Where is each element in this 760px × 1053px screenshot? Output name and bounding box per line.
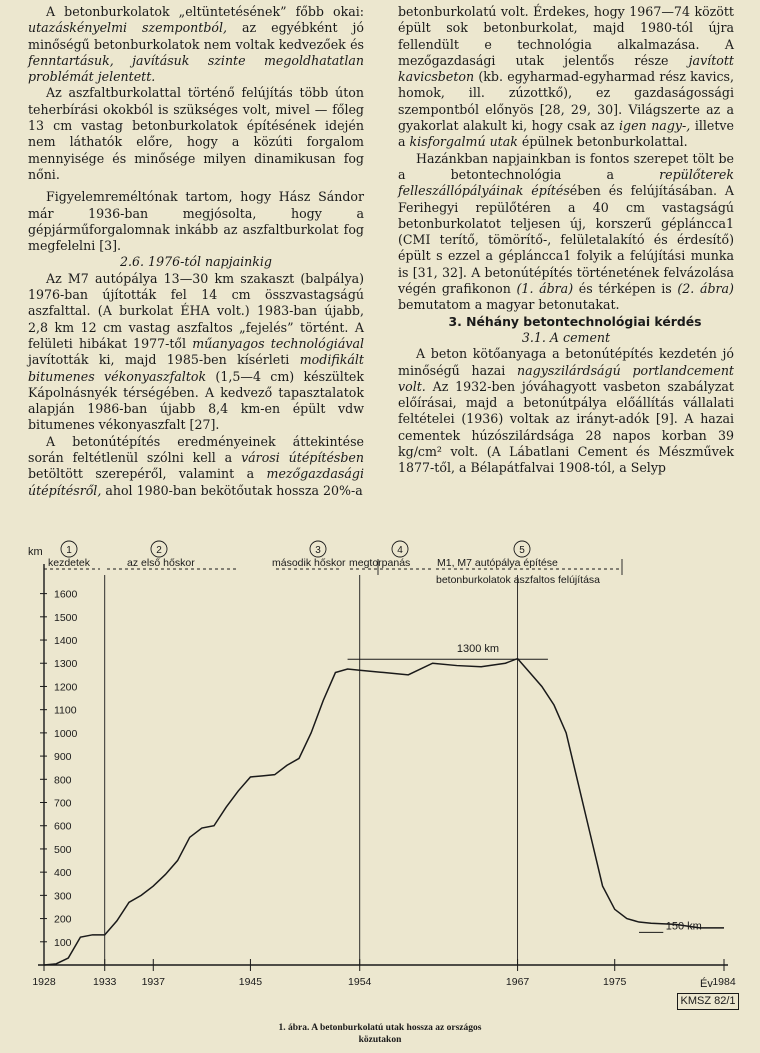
- x-axis-label: Év: [700, 978, 713, 990]
- y-tick-label: 1000: [54, 727, 78, 740]
- paragraph: A betonburkolatok „eltüntetésének” főbb okai: utazáskényelmi szempontból, az egyébként jó minőségű betonburkolatok nem voltak kedvezőek és fenntartásuk, javításuk szinte megoldhatatlan problémát jelentett.: [28, 4, 364, 85]
- subsection-title: 2.6. 1976-tól napjainkig: [120, 254, 272, 270]
- y-tick-label: 1200: [54, 681, 78, 694]
- x-tick-label: 1975: [603, 976, 627, 988]
- section-title: 3. Néhány betontechnológiai kérdés: [448, 313, 702, 329]
- y-axis-label: km: [28, 546, 43, 558]
- x-tick-label: 1945: [238, 976, 263, 988]
- y-tick-label: 1600: [54, 588, 78, 601]
- figure-stamp: KMSZ 82/1: [677, 993, 739, 1010]
- end-annotation: 150 km: [665, 920, 702, 933]
- period-label: megtorpanás: [349, 557, 411, 569]
- y-tick-label: 400: [54, 867, 72, 880]
- period-number: 2: [156, 545, 162, 556]
- x-tick-label: 1967: [505, 976, 530, 988]
- x-tick-label: 1937: [141, 976, 165, 988]
- y-tick-label: 600: [54, 820, 72, 833]
- x-tick-label: 1954: [348, 976, 372, 988]
- y-tick-label: 1400: [54, 635, 78, 648]
- y-tick-label: 300: [54, 890, 72, 903]
- period-number: 5: [519, 545, 525, 556]
- x-tick-label: 1984: [712, 976, 736, 988]
- paragraph: Figyelemreméltónak tartom, hogy Hász Sándor már 1936-ban megjósolta, hogy a gépjárműforgalomnak inkább az aszfaltburkolat fog megfelelni [3].: [28, 189, 364, 254]
- road-length-chart: [0, 535, 760, 1015]
- subsection-title: 3.1. A cement: [521, 329, 611, 345]
- right-column: [398, 4, 734, 477]
- overlay-label: betonburkolatok aszfaltos felújítása: [436, 574, 601, 586]
- left-column: [28, 4, 364, 499]
- paragraph: Az aszfaltburkolattal történő felújítás több úton teherbírási okokból is szükséges volt, mivel — főleg 13 cm vastag betonburkolatok építésének idején nem láthatók előre, hogy a közúti forgalom mennyisége és minősége milyen dinamikusan fog nőni.: [28, 85, 364, 182]
- peak-annotation: 1300 km: [456, 643, 500, 656]
- figure-caption: 1. ábra. A betonburkolatú utak hossza az országos közutakon: [278, 1023, 482, 1045]
- y-tick-label: 1300: [54, 658, 78, 671]
- paragraph: A beton kötőanyaga a betonútépítés kezdetén jó minőségű hazai nagyszilárdságú portlandcement volt. Az 1932-ben jóváhagyott vasbeton szabályzat előírásai, majd a betonútpálya előállítás vállalati feltételei (1936) voltak az irányt-adók [9]. A hazai cementek húzószilárdsága 28 napos korban 39 kg/cm² volt. (A Lábatlani Cement és Mészművek 1877-től, a Bélapátfalvai 1908-tól, a Selyp: [398, 346, 734, 476]
- period-label: M1, M7 autópálya építése: [437, 557, 558, 569]
- y-tick-label: 1100: [54, 704, 77, 717]
- paragraph: Az M7 autópálya 13—30 km szakaszt (balpálya) 1976-ban újították fel 14 cm összvastagságú aszfalttal. (A burkolat ÉHA volt.) 1983-ban újabb, 2,8 km 12 cm vastag aszfaltos „fejelés” történt. A felületi hibákat 1977-től műanyagos technológiával javították ki, majd 1985-ben kísérleti modifikált bitumenes vékonyaszfaltok (1,5—4 cm) készültek Kápolnásnyék térségében. A kedvező tapasztalatok alapján 1986-ban újabb 8,4 km-en épült vdw bitumenes vékonyaszfalt [27].: [28, 270, 364, 433]
- y-tick-label: 100: [54, 936, 72, 949]
- period-label: az első hőskor: [127, 557, 195, 569]
- period-number: 1: [66, 545, 72, 556]
- period-label: kezdetek: [48, 557, 91, 569]
- y-tick-label: 200: [54, 913, 72, 926]
- x-tick-label: 1933: [93, 976, 117, 988]
- y-tick-label: 800: [54, 774, 72, 787]
- y-tick-label: 900: [54, 751, 72, 764]
- paragraph: Hazánkban napjainkban is fontos szerepet tölt be a betontechnológia a repülőterek felleszállópályáinak építésében és felújításában. A Ferihegyi repülőtéren a 40 cm vastagságú betonburkolatot teljesen új, korszerű gépláncca1 (CMI terítő, tömörítő-, felületalakító és érdesítő) épült s ezzel a gépláncca1 folyik a felújítási munka is [31, 32]. A betonútépítés történetének felvázolása végén grafikonon (1. ábra) és térképen is (2. ábra) bemutatom a magyar betonutakat.: [398, 150, 735, 313]
- x-tick-label: 1928: [32, 976, 56, 988]
- y-tick-label: 700: [54, 797, 72, 810]
- period-number: 3: [315, 545, 321, 556]
- paragraph: betonburkolatú volt. Érdekes, hogy 1967—74 között épült sok betonburkolat, majd 1980-tól újra fellendült e technológia alkalmazása. A mezőgazdasági utak jelentős része javított kavicsbeton (kb. egyharmad-egyharmad rész kavics, homok, ill. zúzottkő), ez gazdaságossági szempontból előnyös [28, 29, 30]. Világszerte az a gyakorlat alakult ki, hogy csak az igen nagy-, illetve a kisforgalmú utak épülnek betonburkolattal.: [398, 4, 734, 150]
- series-line: [44, 659, 724, 965]
- period-number: 4: [397, 545, 403, 556]
- y-tick-label: 1500: [54, 611, 78, 624]
- paragraph: A betonútépítés eredményeinek áttekintése során feltétlenül szólni kell a városi útépítésben betöltött szerepéről, valamint a mezőgazdasági útépítésről, ahol 1980-ban bekötőutak hossza 20%-a: [28, 433, 364, 498]
- period-label: második hőskor: [272, 557, 346, 569]
- y-tick-label: 500: [54, 843, 72, 856]
